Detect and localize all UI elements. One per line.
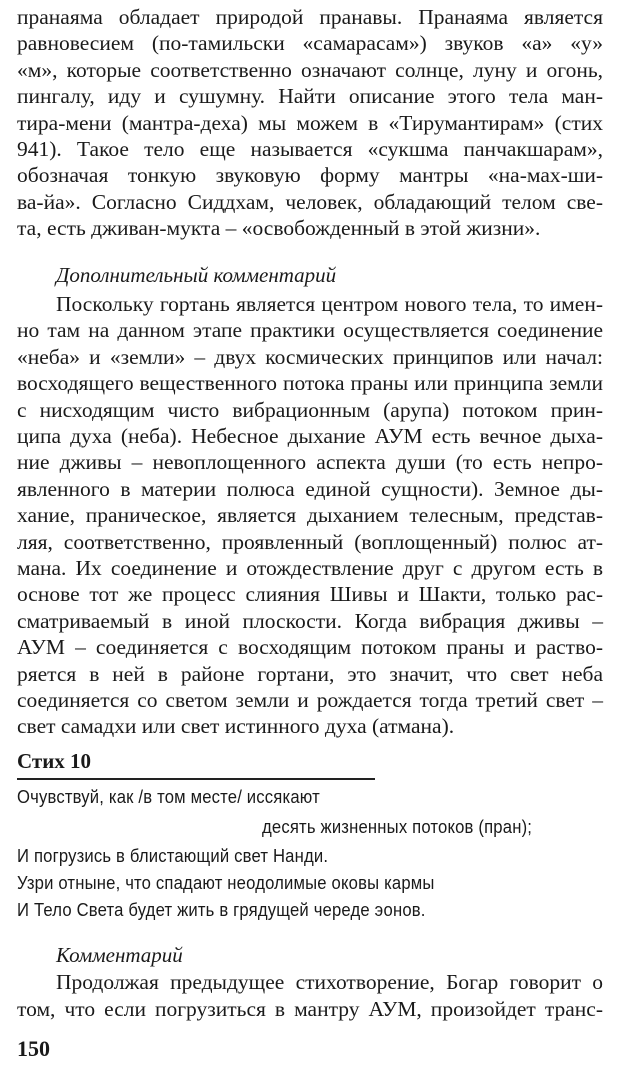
text-line: ва-йа». Согласно Сиддхам, человек, обладающий телом све- — [17, 189, 603, 214]
text-line: ляя, соответственно, проявленный (воплощенный) полюс ат- — [17, 529, 603, 554]
text-line: «м», которые соответственно означают солнце, луну и огонь, — [17, 57, 603, 82]
text-line: пингалу, иду и сушумну. Найти описание этого тела ман- — [17, 84, 603, 109]
text-line: Поскольку гортань является центром нового тела, то имен- — [56, 292, 603, 316]
text-line: мана. Их соединение и отождествление друг с другом есть в — [17, 556, 603, 580]
text-line: АУМ – соединяется с восходящим потоком праны и раство- — [17, 635, 603, 660]
text-line: свет самадхи или свет истинного духа (атмана). — [17, 714, 455, 739]
text-line: основе тот же процесс слияния Шивы и Шакти, только рас- — [17, 582, 603, 607]
text-line: но там на данном этапе практики осуществляется соединение — [17, 318, 603, 343]
text-line: обозначая тонкую звуковую форму мантры «на-мах-ши- — [17, 163, 603, 188]
verse-line: И Тело Света будет жить в грядущей череде эонов. — [17, 899, 426, 920]
text-line: с нисходящим чисто вибрационным (арупа) потоком прин- — [17, 397, 603, 422]
text-line: ряется в ней в районе гортани, это значит, что свет неба — [17, 661, 603, 686]
text-line: ние дживы – невоплощенного аспекта души (то есть непро- — [17, 450, 603, 475]
text-line: восходящего вещественного потока праны или принципа земли — [17, 371, 603, 396]
page-number: 150 — [17, 1036, 50, 1061]
verse-title-rule — [17, 778, 375, 780]
text-line: сматриваемый в иной плоскости. Когда вибрация дживы – — [17, 608, 603, 633]
comment-heading: Комментарий — [56, 943, 183, 967]
text-line: явленного в материи полюса единой сущности). Земное ды- — [17, 476, 603, 501]
verse-title: Стих 10 — [17, 749, 92, 773]
verse-line: Очувствуй, как /в том месте/ иссякают — [17, 786, 320, 807]
text-line: равновесием (по-тамильски «самарасам») звуков «а» «у» — [17, 31, 603, 56]
text-line: Продолжая предыдущее стихотворение, Богар говорит о — [56, 970, 603, 994]
text-line: «неба» и «земли» – двух космических принципов или начал: — [17, 344, 603, 369]
verse-line: И погрузись в блистающий свет Нанди. — [17, 845, 329, 866]
verse-line: десять жизненных потоков (пран); — [262, 816, 533, 837]
text-line: тира-мени (мантра-деха) мы можем в «Тирумантирам» (стих — [17, 110, 603, 135]
text-line: та, есть дживан-мукта – «освобожденный в этой жизни». — [17, 216, 541, 241]
verse-line: Узри отныне, что спадают неодолимые оковы кармы — [17, 872, 435, 893]
text-line: том, что если погрузиться в мантру АУМ, произойдет транс- — [17, 997, 603, 1021]
text-line: 941). Такое тело еще называется «сукшма панчакшарам», — [17, 137, 603, 161]
additional-comment-heading: Дополнительный комментарий — [56, 263, 337, 287]
text-line: соединяется со светом земли и рождается тогда третий свет – — [17, 688, 603, 712]
text-line: пранаяма обладает природой пранавы. Пранаяма является — [17, 5, 603, 29]
text-line: хание, праническое, является дыханием телесным, представ- — [17, 503, 603, 528]
text-line: ципа духа (неба). Небесное дыхание АУМ есть вечное дыха- — [17, 424, 603, 448]
